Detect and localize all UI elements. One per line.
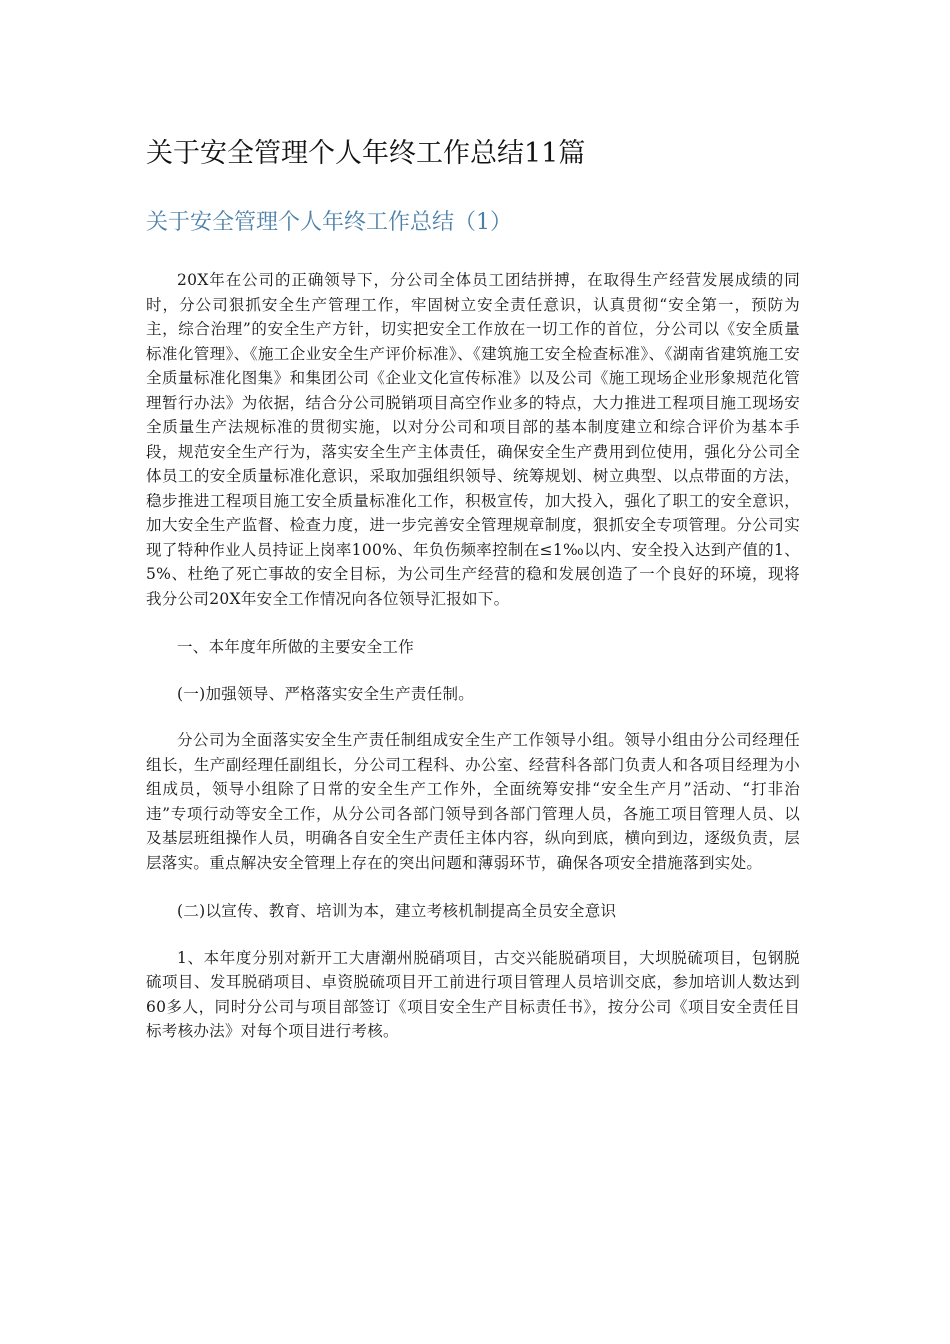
training-paragraph: 1、本年度分别对新开工大唐潮州脱硝项目，古交兴能脱硝项目，大坝脱硫项目，包钢脱硫项目、发耳脱硝项目、卓资脱硫项目开工前进行项目管理人员培训交底，参加培训人数达到60多人，同时分公司与项目部签订《项目安全生产目标责任书》，按分公司《项目安全责任目标考核办法》对每个项目进行考核。: [146, 948, 800, 1040]
subheading-leadership: (一)加强领导、严格落实安全生产责任制。: [177, 684, 475, 703]
heading-main-work: 一、本年度年所做的主要安全工作: [177, 638, 415, 656]
leadership-paragraph: 分公司为全面落实安全生产责任制组成安全生产工作领导小组。领导小组由分公司经理任组长，生产副经理任副组长，分公司工程科、办公室、经营科各部门负责人和各项目经理为小组成员，领导小组除了日常的安全生产工作外，全面统筹安排“安全生产月”活动、“打非治违”专项行动等安全工作，从分公司各部门领导到各部门管理人员，各施工项目管理人员、以及基层班组操作人员，明确各自安全生产责任主体内容，纵向到底，横向到边，逐级负责，层层落实。重点解决安全管理上存在的突出问题和薄弱环节，确保各项安全措施落到实处。: [146, 731, 800, 872]
subheading-training: (二)以宣传、教育、培训为本，建立考核机制提高全员安全意识: [177, 902, 617, 920]
document-body: [146, 268, 800, 1068]
document-title: 关于安全管理个人年终工作总结11篇: [146, 138, 586, 169]
intro-paragraph: 20X年在公司的正确领导下，分公司全体员工团结拼搏，在取得生产经营发展成绩的同时，分公司狠抓安全生产管理工作，牢固树立安全责任意识，认真贯彻“安全第一，预防为主，综合治理”的安全生产方针，切实把安全工作放在一切工作的首位，分公司以《安全质量标准化管理》、《施工企业安全生产评价标准》、《建筑施工安全检查标准》、《湖南省建筑施工安全质量标准化图集》和集团公司《企业文化宣传标准》以及公司《施工现场企业形象规范化管理暂行办法》为依据，结合分公司脱销项目高空作业多的特点，大力推进工程项目施工现场安全质量生产法规标准的贯彻实施，以对分公司和项目部的基本制度建立和综合评价为基本手段，规范安全生产行为，落实安全生产主体责任，确保安全生产费用到位使用，强化分公司全体员工的安全质量标准化意识，采取加强组织领导、统筹规划、树立典型、以点带面的方法，稳步推进工程项目施工安全质量标准化工作，积极宣传，加大投入，强化了职工的安全意识，加大安全生产监督、检查力度，进一步完善安全管理规章制度，狠抓安全专项管理。分公司实现了特种作业人员持证上岗率100%、年负伤频率控制在≤1‰以内、安全投入达到产值的1、5%、杜绝了死亡事故的安全目标，为公司生产经营的稳和发展创造了一个良好的环境，现将我分公司20X年安全工作情况向各位领导汇报如下。: [146, 271, 800, 608]
section-title: 关于安全管理个人年终工作总结（1）: [146, 210, 512, 235]
